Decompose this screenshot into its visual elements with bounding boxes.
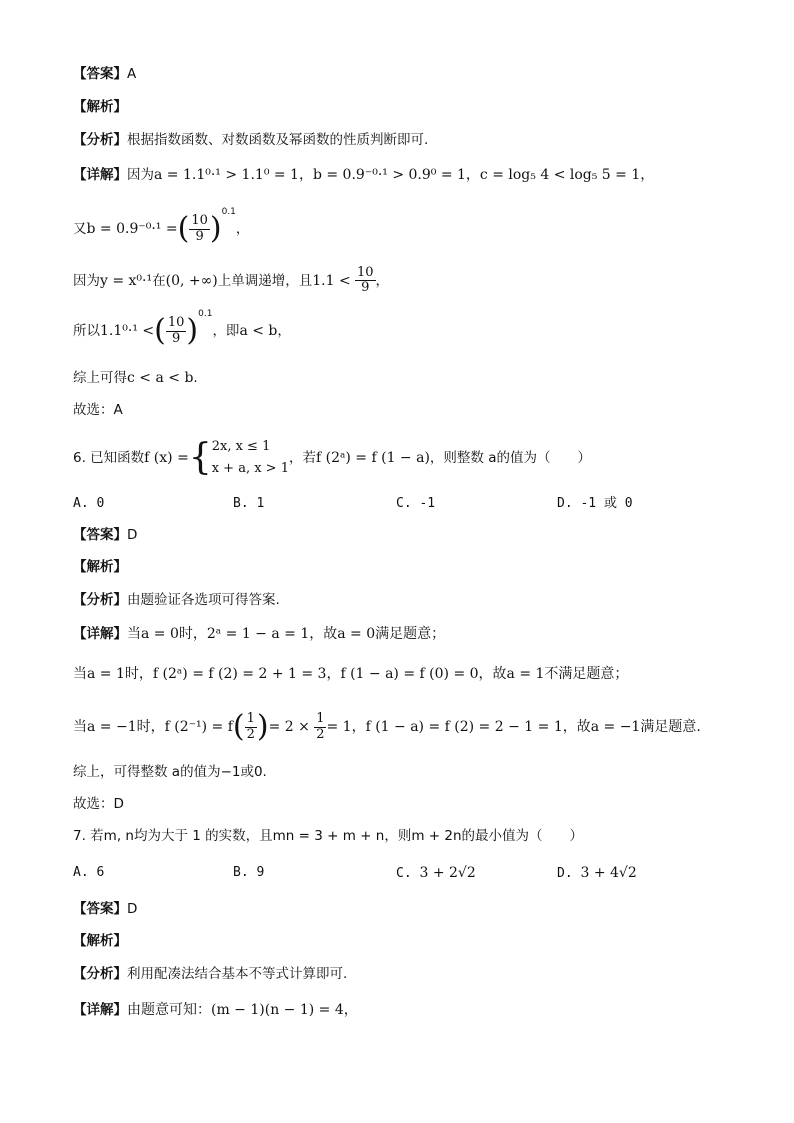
q6-stem [73, 436, 591, 480]
detail-tag: 【详解】 [73, 626, 127, 642]
fraction [355, 266, 376, 296]
q5-line4-text: 所以 [73, 323, 100, 339]
q6-summary: 综上，可得整数 a的值为−1或0. [73, 764, 267, 780]
exponent: 0.1 [221, 206, 236, 217]
q5-line3-text: 因为 [73, 272, 100, 289]
fraction [166, 316, 187, 346]
q7-fenxi: 利用配凑法结合基本不等式计算即可. [127, 966, 348, 982]
fraction-denominator: 2 [316, 726, 325, 742]
q6-fenxi: 由题验证各选项可得答案. [127, 592, 280, 608]
q6-detail-3 [73, 709, 701, 744]
q5-line5-text: 综上可得 [73, 370, 127, 386]
q5-fenxi-line [73, 134, 428, 148]
q5-choice: 故选：A [73, 402, 123, 418]
q7-option-c [396, 866, 476, 880]
q5-line4 [73, 308, 291, 348]
q6-detail-line [73, 627, 445, 642]
q5-line2-math: b = 0.9⁻⁰·¹ = [86, 221, 178, 237]
q6-fenxi-line [73, 594, 280, 608]
q6-answer: D [127, 527, 138, 543]
q6-option-d: D. -1 或 0 [557, 496, 633, 511]
q6-option-a: A. 0 [73, 496, 105, 511]
right-paren: ) [256, 709, 269, 744]
q7-option-c-label: C. [396, 866, 412, 881]
right-paren: ) [186, 313, 199, 348]
fenxi-tag: 【分析】 [73, 592, 127, 608]
q5-answer: A [127, 66, 137, 82]
fraction-denominator: 9 [195, 228, 204, 244]
case-2: x + a, x > 1 [211, 461, 289, 477]
q6-detail-1: 当a = 0时，2ᵃ = 1 − a = 1，故a = 0满足题意； [127, 626, 446, 642]
q5-detail-line [73, 168, 654, 183]
text: ，若 [288, 450, 316, 467]
piecewise-cases [212, 436, 289, 480]
exponent: 0.1 [198, 308, 213, 319]
q6-detail-2-text: 当a = 1时，f (2ᵃ) = f (2) = 2 + 1 = 3，f (1 − a) = f (0) = 0，故a = 1不满足题意； [73, 666, 629, 682]
q7-detail: 由题意可知：(m − 1)(n − 1) = 4， [127, 1002, 358, 1018]
answer-tag: 【答案】 [73, 66, 127, 82]
math: = 1，f (1 − a) = f (2) = 2 − 1 = 1，故a = −1满足题意. [326, 719, 701, 735]
q6-detail-2 [73, 667, 628, 682]
q5-line2 [73, 206, 250, 246]
punct: ， [375, 272, 390, 289]
fraction-numerator: 10 [357, 265, 374, 280]
q5-detail-math: a = 1.1⁰·¹ > 1.1⁰ = 1，b = 0.9⁻⁰·¹ > 0.9⁰ = 1，c = log₅ 4 < log₅ 5 = 1， [154, 167, 655, 183]
left-paren: ( [154, 313, 166, 348]
q6-analysis-tag: 【解析】 [73, 559, 127, 575]
fenxi-tag: 【分析】 [73, 132, 127, 148]
text: ，即 [212, 323, 240, 339]
q6-option-c: C. -1 [396, 496, 436, 511]
text: 上单调递增，且 [217, 272, 313, 289]
math: a < b [239, 323, 278, 339]
fraction-numerator: 1 [246, 711, 255, 727]
fraction-numerator: 10 [167, 315, 185, 331]
answer-tag: 【答案】 [73, 527, 127, 543]
q7-analysis-tag: 【解析】 [73, 933, 127, 949]
q7-answer-line [73, 903, 137, 917]
math: c < a < b [127, 370, 194, 386]
fraction-denominator: 9 [361, 280, 370, 296]
punct: ， [235, 221, 250, 237]
text: 在 [152, 272, 166, 289]
math: 当a = −1时，f (2⁻¹) = f [73, 719, 233, 735]
q7-stem: 7. 若m, n均为大于 1 的实数，且mn = 3 + m + n，则m + 2n的最小值为（ ） [73, 828, 584, 844]
left-paren: ( [177, 211, 190, 246]
q5-analysis-tag: 【解析】 [73, 99, 127, 115]
fraction-numerator: 1 [316, 711, 325, 727]
q7-option-d-label: D. [557, 866, 573, 881]
q7-option-d [557, 866, 637, 880]
q5-line3 [73, 266, 389, 296]
q6-answer-line [73, 529, 137, 543]
math: (0, +∞) [165, 272, 218, 289]
left-paren: ( [232, 709, 245, 744]
fraction [189, 214, 210, 244]
fraction-denominator: 2 [246, 726, 255, 742]
text: ，则整数 a的值为（ ） [429, 450, 591, 467]
punct: . [193, 370, 198, 386]
q7-fenxi-line [73, 968, 347, 982]
math: = 2 × [268, 719, 310, 735]
math: y = x⁰·¹ [100, 272, 153, 289]
q5-fenxi: 根据指数函数、对数函数及幂函数的性质判断即可. [127, 132, 429, 148]
left-brace: { [188, 437, 212, 479]
math: 1.1 < [312, 272, 351, 289]
q5-line2-text: 又 [73, 221, 87, 237]
detail-tag: 【详解】 [73, 167, 127, 183]
q7-option-b: B. 9 [233, 865, 265, 880]
q5-line5 [73, 371, 198, 386]
fraction [245, 712, 257, 742]
q5-detail-text: 因为 [127, 167, 154, 183]
q7-answer: D [127, 901, 138, 917]
answer-tag: 【答案】 [73, 901, 127, 917]
q6-option-b: B. 1 [233, 496, 265, 511]
q6-stem-text: 6. 已知函数 [73, 450, 145, 467]
q7-option-c-math: 3 + 2√2 [419, 865, 476, 881]
q7-detail-line [73, 1003, 358, 1018]
q6-choice: 故选：D [73, 796, 124, 812]
fraction [314, 712, 326, 742]
fraction-numerator: 10 [191, 213, 208, 229]
right-paren: ) [209, 211, 222, 246]
math: f (2ᵃ) = f (1 − a) [315, 450, 430, 467]
detail-tag: 【详解】 [73, 1002, 127, 1018]
math: 1.1⁰·¹ < [100, 323, 155, 339]
q7-option-a: A. 6 [73, 865, 105, 880]
fenxi-tag: 【分析】 [73, 966, 127, 982]
q7-option-d-math: 3 + 4√2 [580, 865, 637, 881]
case-1: 2x, x ≤ 1 [211, 439, 271, 454]
punct: ， [277, 323, 291, 339]
q5-answer-line [73, 68, 136, 82]
math: f (x) = [144, 450, 189, 467]
fraction-denominator: 9 [171, 330, 181, 346]
